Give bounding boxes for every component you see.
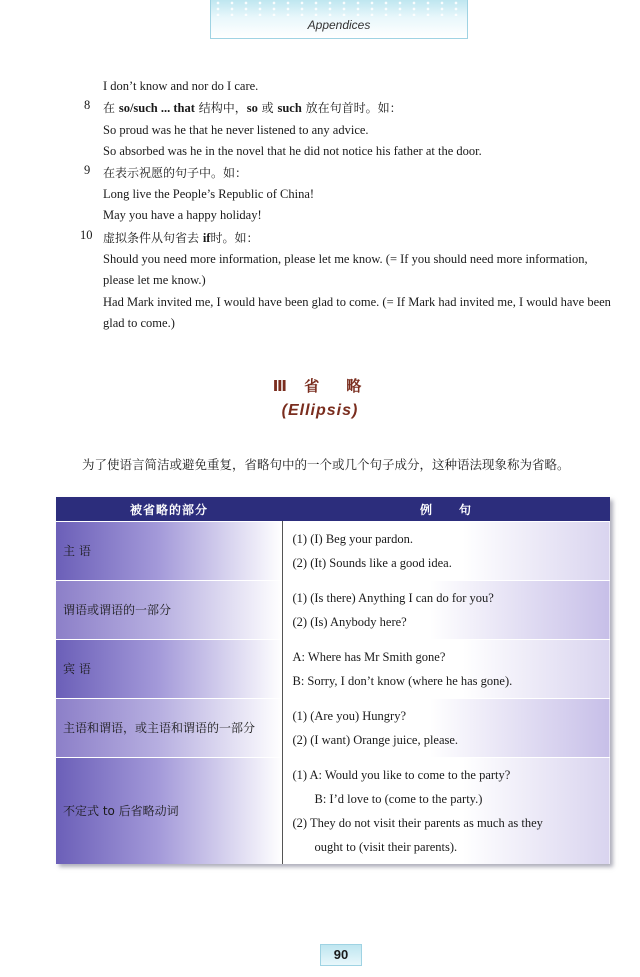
omitted-part: 不定式 to 后省略动词 [56, 758, 282, 865]
example-line: A: Where has Mr Smith gone? [292, 650, 446, 664]
item-number-9: 9 [84, 163, 91, 177]
header-band [210, 0, 468, 39]
ellipsis-table [56, 497, 610, 864]
table-header-examples: 例 句 [282, 497, 610, 522]
item-number-8: 8 [84, 98, 91, 112]
example-line: (1) A: Would you like to come to the party? [292, 768, 511, 782]
example-line: (2) (I want) Orange juice, please. [292, 733, 459, 747]
item-9-heading: 在表示祝愿的句子中。如： [103, 166, 248, 180]
section-title-cn: 省 略 [304, 377, 368, 395]
section-title-en: (Ellipsis) [281, 402, 359, 419]
page-number: 90 [320, 944, 362, 966]
table-row [56, 640, 610, 699]
examples-cell [282, 640, 610, 699]
example-9a: Long live the People’s Republic of China! [103, 187, 315, 201]
example-line: (1) (Are you) Hungry? [292, 709, 407, 723]
example-line: ought to (visit their parents). [314, 840, 458, 854]
example-8a: So proud was he that he never listened to any advice. [103, 123, 369, 137]
examples-cell [282, 699, 610, 758]
header-decoration [211, 0, 467, 16]
omitted-part: 主 语 [56, 522, 282, 581]
omitted-part: 谓语或谓语的一部分 [56, 581, 282, 640]
table-row [56, 522, 610, 581]
table-header-row [56, 497, 610, 522]
example-9b: May you have a happy holiday! [103, 208, 262, 222]
item-number-10: 10 [80, 228, 93, 242]
intro-paragraph: 为了使语言简洁或避免重复，省略句中的一个或几个句子成分，这种语法现象称为省略。 [82, 457, 570, 472]
example-10b: Had Mark invited me, I would have been glad to come. (= If Mark had invited me, I would have been glad to come.) [103, 295, 611, 330]
line-care: I don’t know and nor do I care. [103, 79, 259, 93]
example-line: (2) (It) Sounds like a good idea. [292, 556, 452, 570]
examples-cell [282, 522, 610, 581]
section-heading [0, 375, 640, 396]
example-line: (2) They do not visit their parents as much as they [292, 816, 543, 830]
example-line: B: I’d love to (come to the party.) [314, 792, 483, 806]
examples-cell [282, 758, 610, 865]
omitted-part: 宾 语 [56, 640, 282, 699]
table-row [56, 699, 610, 758]
example-line: (1) (Is there) Anything I can do for you? [292, 591, 494, 605]
item-8-heading: 在 so/such ... that 结构中，so 或 such 放在句首时。如： [103, 101, 402, 115]
examples-cell [282, 581, 610, 640]
running-header: Appendices [307, 18, 371, 32]
table-row [56, 581, 610, 640]
item-10-heading: 虚拟条件从句省去 if时。如： [103, 231, 259, 245]
table-row [56, 758, 610, 865]
example-line: B: Sorry, I don’t know (where he has gone). [292, 674, 513, 688]
table-header-part: 被省略的部分 [56, 497, 282, 522]
section-number: Ⅲ [272, 377, 293, 395]
example-line: (2) (Is) Anybody here? [292, 615, 407, 629]
example-line: (1) (I) Beg your pardon. [292, 532, 413, 546]
omitted-part: 主语和谓语，或主语和谓语的一部分 [56, 699, 282, 758]
example-10a: Should you need more information, please let me know. (= If you should need more information, please let me know.) [103, 252, 588, 287]
example-8b: So absorbed was he in the novel that he did not notice his father at the door. [103, 144, 482, 158]
